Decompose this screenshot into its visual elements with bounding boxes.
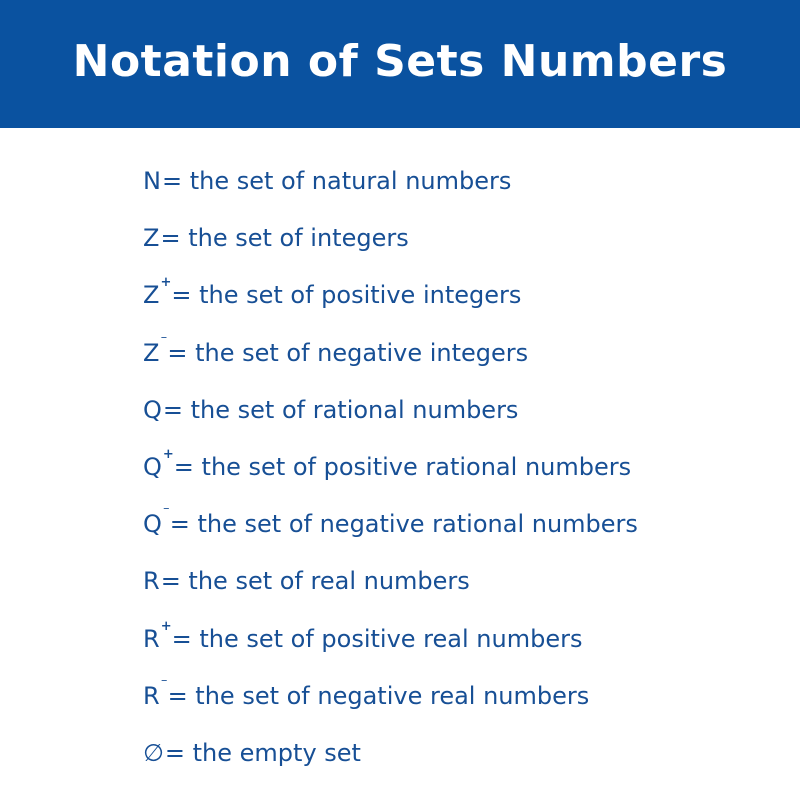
set-symbol: Z [143,281,160,310]
notation-row [143,618,783,678]
set-definition: = the set of integers [160,224,409,253]
set-symbol: Q [143,510,162,539]
set-symbol: R [143,624,160,653]
set-definition: = the set of positive rational numbers [173,452,632,481]
symbol-superscript: + [160,275,172,291]
set-symbol: N [143,167,161,195]
set-symbol: Q [143,395,162,424]
symbol-superscript: ⁻ [160,675,168,691]
set-definition: = the set of real numbers [160,567,470,596]
notation-row [143,163,783,220]
set-definition: = the set of positive integers [171,281,522,310]
notation-row [143,332,783,392]
set-symbol: Z [143,224,160,253]
notation-row [143,220,783,277]
notation-row [143,446,783,506]
set-definition: = the set of natural numbers [161,167,512,195]
page-title: Notation of Sets Numbers [72,35,728,87]
symbol-superscript: + [160,618,172,634]
notation-list [143,163,783,792]
set-definition: = the set of negative real numbers [167,681,590,710]
header-banner [0,0,800,128]
notation-row [143,277,783,334]
notation-row [143,675,783,735]
set-definition: = the empty set [164,738,361,767]
set-symbol: R [143,681,160,710]
notation-row [143,506,783,563]
set-symbol: Q [143,452,162,481]
notation-row [143,563,783,620]
set-definition: = the set of positive real numbers [171,624,583,653]
empty-set-icon: ∅ [143,738,164,767]
notation-row [143,735,783,792]
set-definition: = the set of rational numbers [162,395,519,424]
symbol-superscript: ⁻ [162,504,170,520]
symbol-superscript: + [162,446,174,462]
set-symbol: Z [143,338,160,367]
notation-row [143,392,783,449]
set-symbol: R [143,567,160,596]
set-definition: = the set of negative rational numbers [169,510,638,539]
set-definition: = the set of negative integers [167,338,529,367]
symbol-superscript: ⁻ [160,332,168,348]
